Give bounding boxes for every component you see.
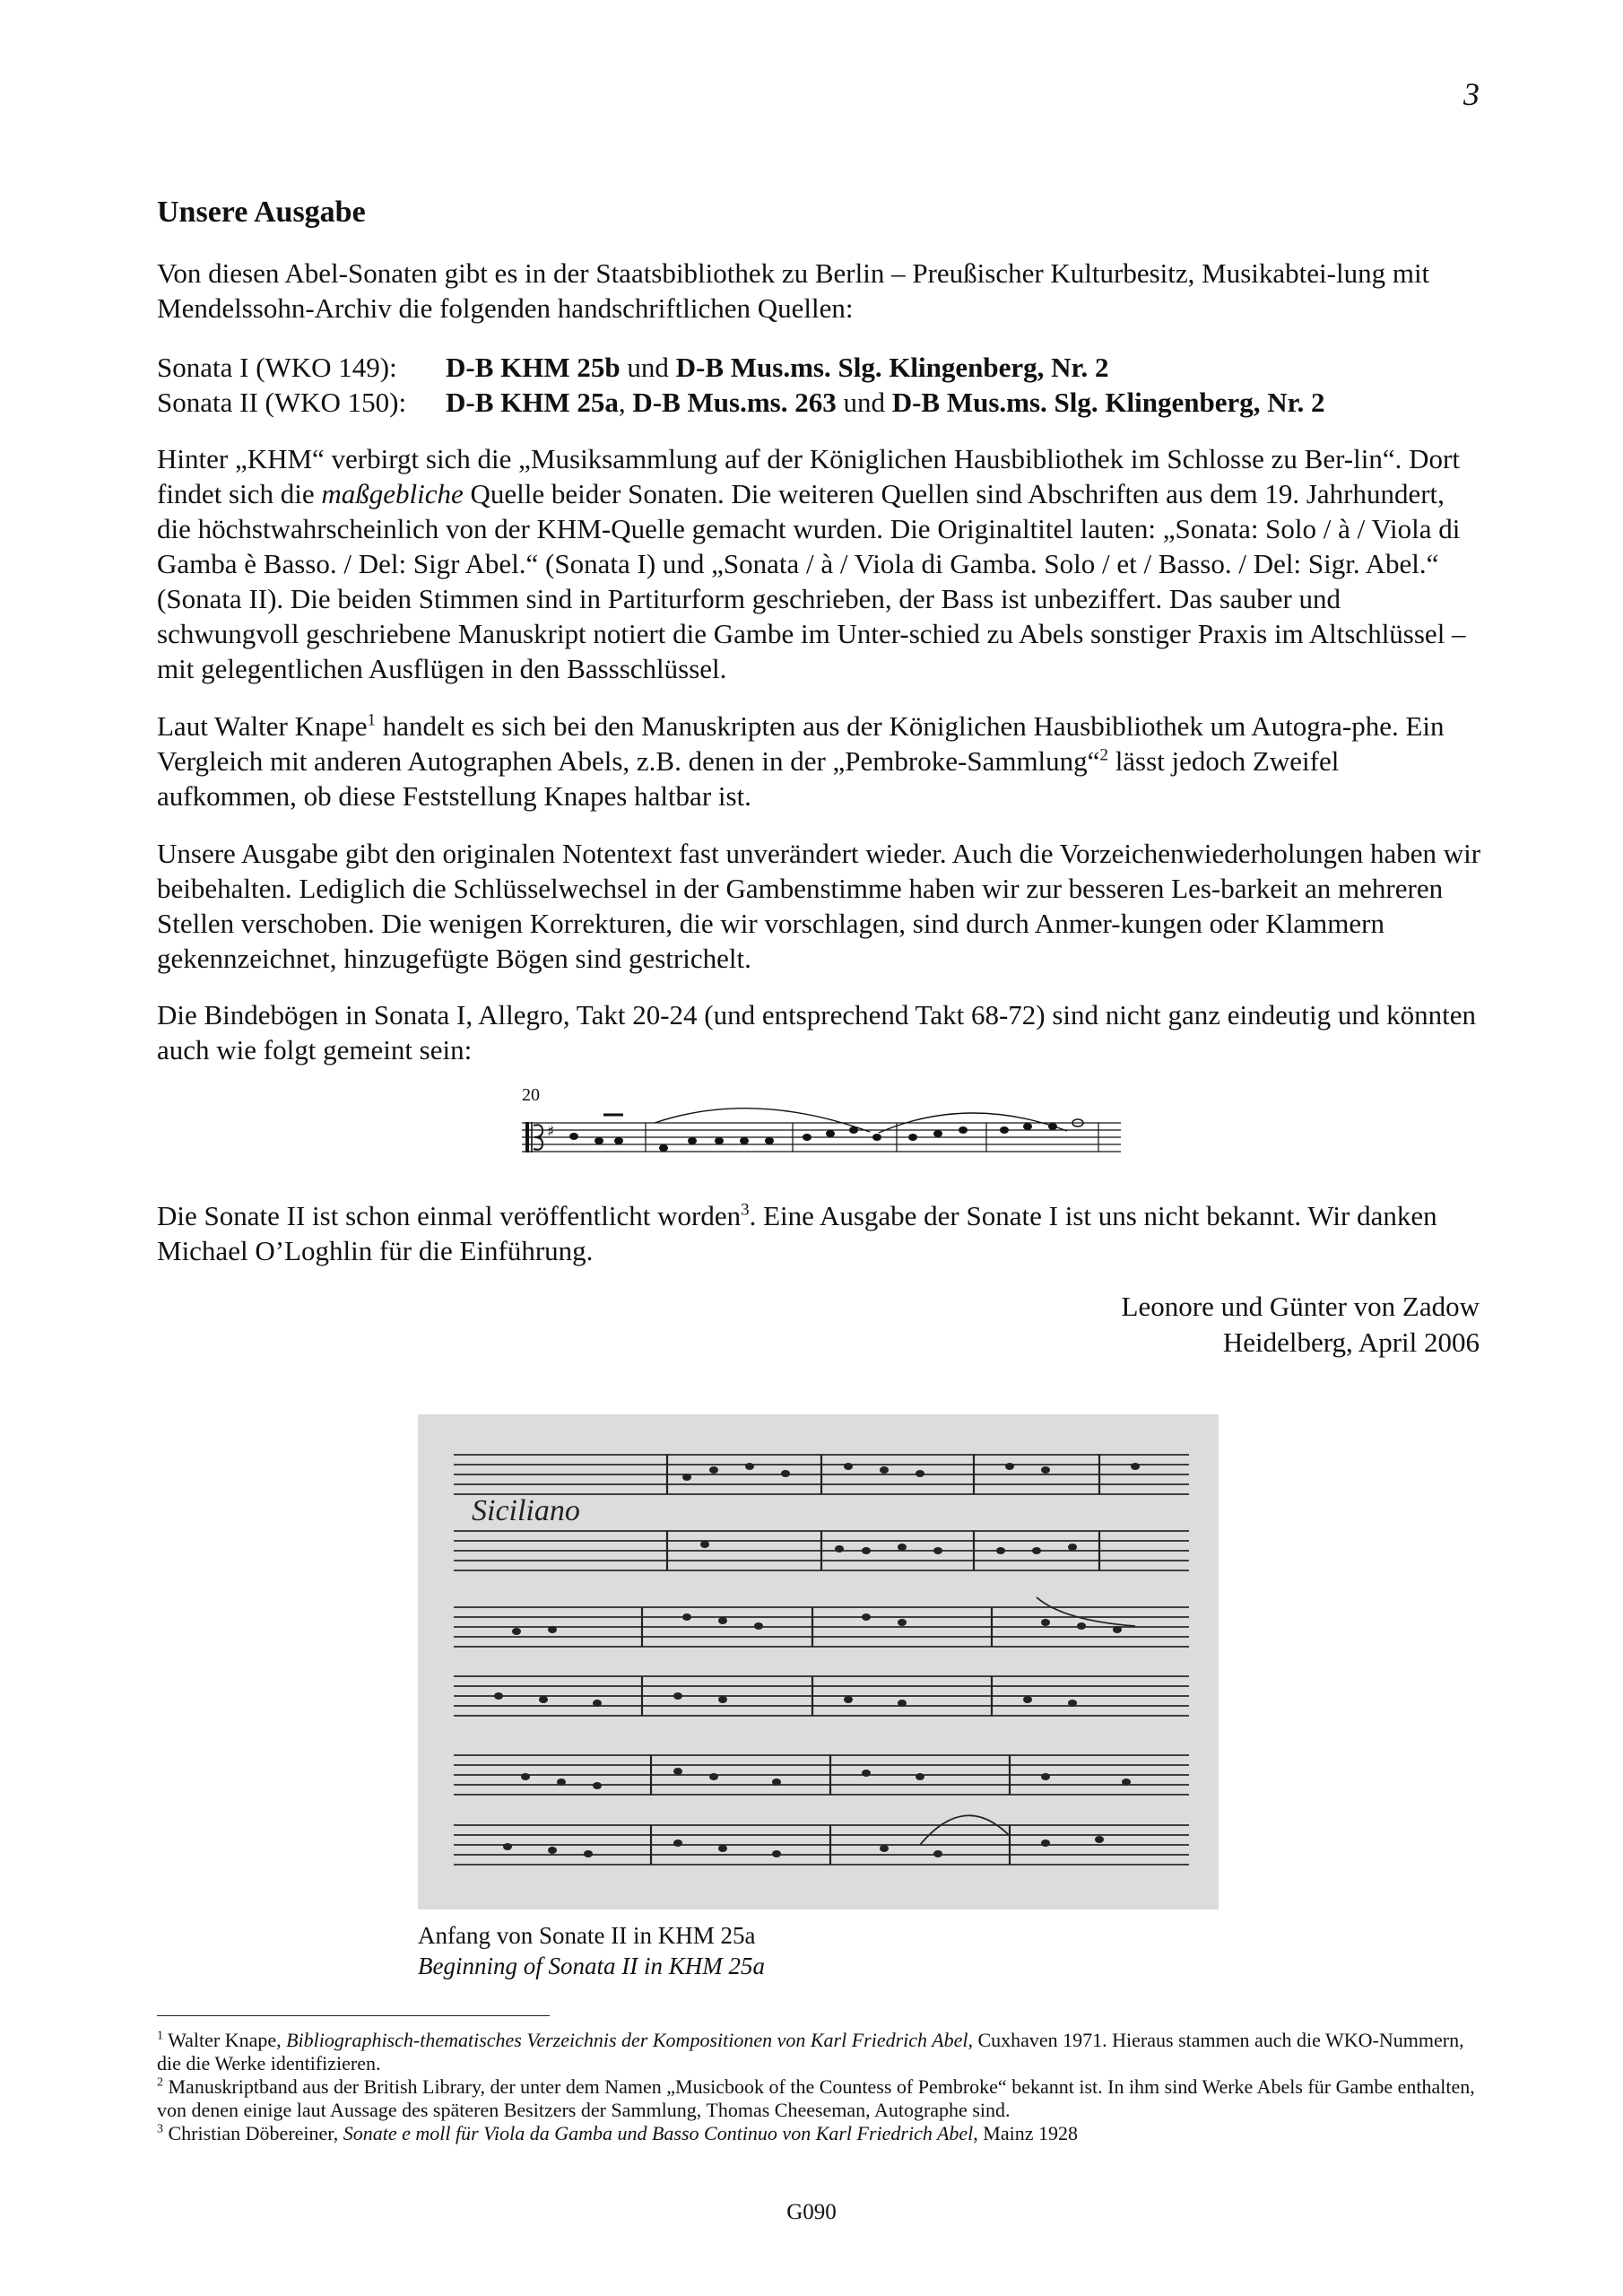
knape-paragraph bbox=[157, 709, 1484, 813]
footnote-number: 3 bbox=[157, 2122, 163, 2136]
section-heading: Unsere Ausgabe bbox=[157, 196, 366, 229]
source-connector: und bbox=[620, 352, 676, 383]
figure-caption bbox=[418, 1920, 765, 1981]
footnote-1 bbox=[157, 2029, 1484, 2075]
signature-place-date: Heidelberg, April 2006 bbox=[1222, 1326, 1480, 1358]
khm-text-b: Quelle beider Sonaten. Die weiteren Quellen sind Abschriften aus dem 19. Jahrhundert, die höchstwahrscheinlich von der KHM-Quelle gemacht wurden. Die Originaltitel lauten: „Sonata: Solo / à / Viola di Gamba è Basso. / Del: Sigr Abel.“ (Sonata I) und „Sonata / à / Viola di Gamba. Solo / et / Basso. / Del: Sigr. Abel.“ (Sonata II). Die beiden Stimmen sind in Partiturform geschrieben, der Bass ist unbeziffert. Das sauber und schwungvoll geschriebene Manuskript notiert die Gambe im Unter-schied zu Abels sonstiger Praxis im Altschlüssel – mit gelegentlichen Ausflügen in den Bassschlüssel. bbox=[157, 478, 1466, 684]
edition-paragraph bbox=[157, 836, 1484, 976]
source-label: Sonata II (WKO 150): bbox=[157, 387, 407, 418]
footnote-3 bbox=[157, 2122, 1484, 2145]
sonata2-text-a: Die Sonate II ist schon einmal veröffentlicht worden bbox=[157, 1200, 742, 1231]
caption-german: Anfang von Sonate II in KHM 25a bbox=[418, 1922, 756, 1949]
footnote-number: 2 bbox=[157, 2075, 163, 2090]
footnotes bbox=[157, 2029, 1484, 2145]
slurs-paragraph bbox=[157, 997, 1484, 1067]
footnote-text: , Mainz 1928 bbox=[973, 2122, 1078, 2144]
intro-text: Von diesen Abel-Sonaten gibt es in der Staatsbibliothek zu Berlin – Preußischer Kulturbesitz, Musikabtei-lung mit Mendelssohn-Archiv die folgenden handschriftlichen Quellen: bbox=[157, 257, 1430, 324]
intro-paragraph bbox=[157, 256, 1484, 326]
khm-emphasis: maßgebliche bbox=[321, 478, 464, 509]
caption-english: Beginning of Sonata II in KHM 25a bbox=[418, 1952, 765, 1979]
music-notes bbox=[603, 1109, 1067, 1133]
edition-text: Unsere Ausgabe gibt den originalen Notentext fast unverändert wieder. Auch die Vorzeichenwiederholungen haben wir beibehalten. Lediglich die Schlüsselwechsel in der Gambenstimme haben wir zur besseren Les-barkeit an mehreren Stellen verschoben. Die wenigen Korrekturen, die wir vorschlagen, sind durch Anmer-kungen oder Klammern gekennzeichnet, hinzugefügte Bögen sind gestrichelt. bbox=[157, 838, 1481, 974]
source-row-sonata-2 bbox=[157, 385, 1484, 420]
sharp-icon: ♯ bbox=[547, 1123, 555, 1141]
manuscript-slurs bbox=[920, 1597, 1135, 1845]
manuscript-image bbox=[418, 1414, 1219, 1909]
footnote-title: Bibliographisch-thematisches Verzeichnis der Kompositionen von Karl Friedrich Abel bbox=[286, 2029, 968, 2051]
footnote-ref[interactable]: 1 bbox=[367, 710, 376, 730]
page-footer-code: G090 bbox=[786, 2200, 837, 2224]
footnote-divider bbox=[157, 2015, 550, 2016]
sonata2-paragraph bbox=[157, 1198, 1484, 1268]
knape-text-b: handelt es sich bei den Manuskripten aus der Königlichen Hausbibliothek um Autogra-phe. Ein Vergleich mit anderen Autographen Abels, z.B. denen in der „Pembroke-Sammlung“ bbox=[157, 710, 1445, 777]
measure-number: 20 bbox=[522, 1085, 540, 1105]
footnote-text: Christian Döbereiner, bbox=[168, 2122, 343, 2144]
source-label: Sonata I (WKO 149): bbox=[157, 352, 397, 383]
signature-block bbox=[1122, 1289, 1480, 1361]
source-shelfmark: D-B Mus.ms. Slg. Klingenberg, Nr. 2 bbox=[891, 387, 1325, 418]
note-heads bbox=[569, 1119, 1083, 1152]
source-connector: , bbox=[618, 387, 633, 418]
manuscript-facsimile bbox=[418, 1414, 1219, 1909]
footnote-text: Walter Knape, bbox=[168, 2029, 287, 2051]
khm-text-a: Hinter „KHM“ verbirgt sich die „Musiksammlung auf der Königlichen Hausbibliothek im Schlosse zu Ber-lin“. Dort findet sich die bbox=[157, 443, 1460, 509]
source-connector: und bbox=[836, 387, 892, 418]
knape-text-a: Laut Walter Knape bbox=[157, 710, 368, 742]
footnote-title: Sonate e moll für Viola da Gamba und Basso Continuo von Karl Friedrich Abel bbox=[343, 2122, 974, 2144]
source-shelfmark: D-B KHM 25a bbox=[446, 387, 619, 418]
music-example bbox=[520, 1081, 1130, 1170]
footnote-text: Manuskriptband aus der British Library, der unter dem Namen „Musicbook of the Countess of Pembroke“ bekannt ist. In ihm sind Werke Abels für Gambe enthalten, von denen einige laut Aussage des späteren Besitzers der Sammlung, Thomas Cheeseman, Autographe sind. bbox=[157, 2075, 1475, 2121]
manuscript-tempo-label: Siciliano bbox=[472, 1494, 580, 1527]
source-shelfmark: D-B KHM 25b bbox=[446, 352, 621, 383]
source-shelfmark: D-B Mus.ms. Slg. Klingenberg, Nr. 2 bbox=[675, 352, 1109, 383]
manuscript-barlines bbox=[642, 1455, 1099, 1865]
source-shelfmark: D-B Mus.ms. 263 bbox=[632, 387, 837, 418]
manuscript-notes bbox=[494, 1463, 1140, 1857]
footnote-ref[interactable]: 3 bbox=[741, 1200, 750, 1220]
footnote-ref[interactable]: 2 bbox=[1099, 745, 1108, 765]
footnote-number: 1 bbox=[157, 2029, 163, 2043]
sources-list bbox=[157, 350, 1484, 420]
khm-paragraph bbox=[157, 441, 1484, 686]
slurs-text: Die Bindebögen in Sonata I, Allegro, Takt 20-24 (und entsprechend Takt 68-72) sind nicht ganz eindeutig und könnten auch wie folgt gemeint sein: bbox=[157, 999, 1477, 1065]
source-row-sonata-1 bbox=[157, 350, 1484, 385]
sonata2-text-b: . Eine Ausgabe der Sonate I ist uns nicht bekannt. Wir danken Michael O’Loghlin für die Einführung. bbox=[157, 1200, 1437, 1266]
signature-names: Leonore und Günter von Zadow bbox=[1121, 1291, 1480, 1322]
page-number: 3 bbox=[1463, 76, 1480, 112]
footnote-text: , Cuxhaven 1971. Hieraus stammen auch die WKO-Nummern, die die Werke identifizieren. bbox=[157, 2029, 1464, 2074]
knape-text-c: lässt jedoch Zweifel aufkommen, ob diese Feststellung Knapes haltbar ist. bbox=[157, 745, 1340, 812]
footnote-2 bbox=[157, 2075, 1484, 2122]
